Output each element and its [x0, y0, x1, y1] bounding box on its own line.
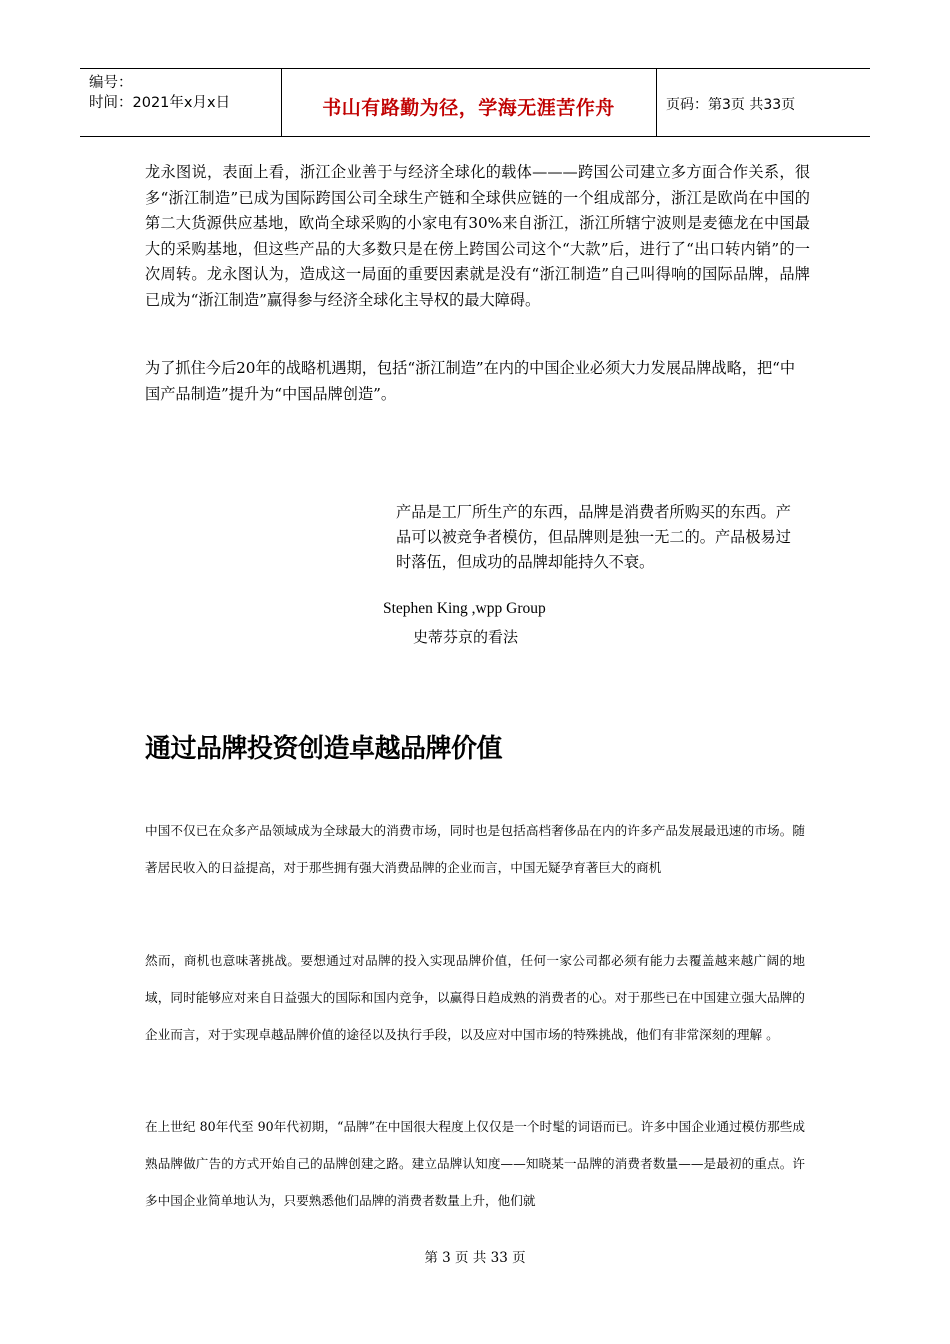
header-left-cell: [89, 73, 230, 113]
page-footer: 第 3 页 共 33 页: [424, 1250, 526, 1266]
time-label: 时间：2021年x月x日: [89, 95, 231, 111]
header-page-info: 页码：第3页 共33页: [666, 97, 796, 113]
body-paragraph-1: 中国不仅已在众多产品领域成为全球最大的消费市场，同时也是包括高档奢侈品在内的许多产品发展最迅速的市场。随著居民收入的日益提高，对于那些拥有强大消费品牌的企业而言，中国无疑孕育著巨大的商机: [145, 823, 805, 875]
quote-attribution-en: Stephen King ,wpp Group: [383, 600, 546, 617]
body-paragraph-2: 然而，商机也意味著挑战。要想通过对品牌的投入实现品牌价值，任何一家公司都必须有能力去覆盖越来越广阔的地域，同时能够应对来自日益强大的国际和国内竞争，以赢得日趋成熟的消费者的心。对于那些已在中国建立强大品牌的企业而言，对于实现卓越品牌价值的途径以及执行手段，以及应对中国市场的特殊挑战，他们有非常深刻的理解 。: [145, 953, 805, 1042]
page-header: [80, 68, 870, 137]
paragraph-2: 为了抓住今后20年的战略机遇期，包括“浙江制造”在内的中国企业必须大力发展品牌战略，把“中国产品制造”提升为“中国品牌创造”。: [145, 359, 796, 403]
section-title: 通过品牌投资创造卓越品牌价值: [145, 734, 503, 764]
body-paragraph-3: 在上世纪 80年代至 90年代初期，“品牌”在中国很大程度上仅仅是一个时髦的词语而已。许多中国企业通过模仿那些成熟品牌做广告的方式开始自己的品牌创建之路。建立品牌认知度——知晓某一品牌的消费者数量——是最初的重点。许多中国企业简单地认为，只要熟悉他们品牌的消费者数量上升，他们就: [145, 1119, 805, 1208]
quote-text: 产品是工厂所生产的东西，品牌是消费者所购买的东西。产品可以被竞争者模仿，但品牌则是独一无二的。产品极易过时落伍，但成功的品牌却能持久不衰。: [396, 503, 791, 571]
number-label: 编号：: [89, 75, 133, 91]
header-divider: [656, 69, 657, 136]
paragraph-1: 龙永图说，表面上看，浙江企业善于与经济全球化的载体———跨国公司建立多方面合作关系，很多“浙江制造”已成为国际跨国公司全球生产链和全球供应链的一个组成部分，浙江是欧尚在中国的第二大货源供应基地，欧尚全球采购的小家电有30%来自浙江，浙江所辖宁波则是麦德龙在中国最大的采购基地，但这些产品的大多数只是在傍上跨国公司这个“大款”后，进行了“出口转内销”的一次周转。龙永图认为，造成这一局面的重要因素就是没有“浙江制造”自己叫得响的国际品牌，品牌已成为“浙江制造”赢得参与经济全球化主导权的最大障碍。: [145, 163, 810, 309]
header-motto: 书山有路勤为径，学海无涯苦作舟: [322, 97, 615, 119]
quote-attribution-cn: 史蒂芬京的看法: [413, 628, 519, 646]
